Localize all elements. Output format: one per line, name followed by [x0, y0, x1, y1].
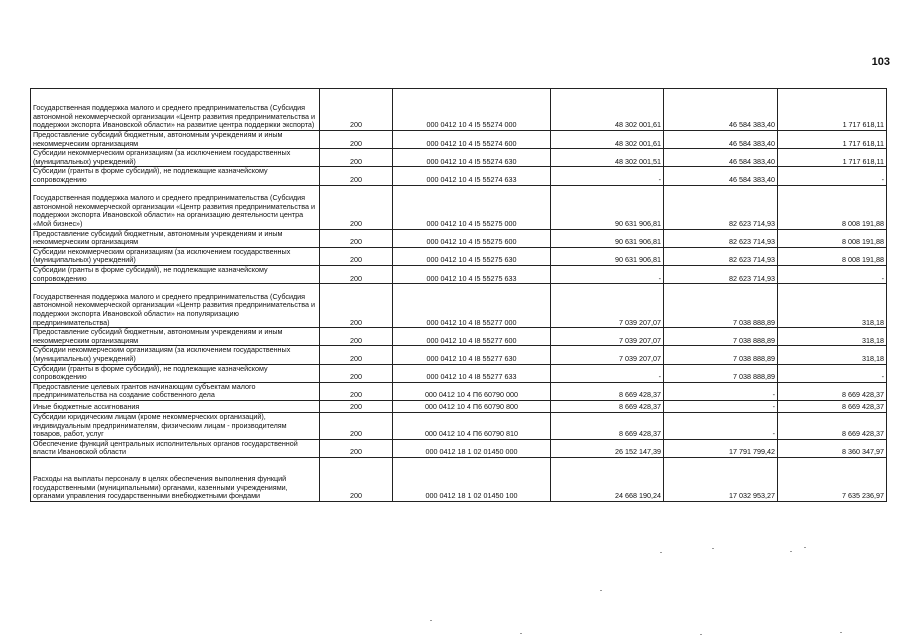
- row-unexecuted-amount: 1 717 618,11: [778, 89, 887, 131]
- row-name: Государственная поддержка малого и среднего предпринимательства (Субсидия автономной некоммерческой организации «Центр развития предпринимательства и поддержки экспорта Ивановской области» на организацию деятельности центра «Мой бизнес»): [31, 185, 320, 229]
- row-executed-amount: 82 623 714,93: [664, 265, 778, 283]
- row-code: 200: [320, 364, 393, 382]
- row-unexecuted-amount: 1 717 618,11: [778, 131, 887, 149]
- row-unexecuted-amount: 318,18: [778, 284, 887, 328]
- row-code: 200: [320, 382, 393, 400]
- row-approved-amount: 48 302 001,61: [551, 89, 664, 131]
- row-approved-amount: 8 669 428,37: [551, 382, 664, 400]
- row-unexecuted-amount: 7 635 236,97: [778, 458, 887, 502]
- row-executed-amount: 46 584 383,40: [664, 89, 778, 131]
- row-executed-amount: -: [664, 382, 778, 400]
- row-name: Субсидии (гранты в форме субсидий), не подлежащие казначейскому сопровождению: [31, 364, 320, 382]
- row-approved-amount: 8 669 428,37: [551, 412, 664, 439]
- row-unexecuted-amount: 8 669 428,37: [778, 382, 887, 400]
- row-approved-amount: 7 039 207,07: [551, 328, 664, 346]
- row-unexecuted-amount: 8 008 191,88: [778, 185, 887, 229]
- row-csr-code: 000 0412 10 4 I8 55277 000: [393, 284, 551, 328]
- row-code: 200: [320, 458, 393, 502]
- row-unexecuted-amount: 8 669 428,37: [778, 412, 887, 439]
- row-csr-code: 000 0412 10 4 I8 55277 630: [393, 346, 551, 364]
- table-row: [31, 458, 887, 502]
- table-row: [31, 265, 887, 283]
- table-row: [31, 382, 887, 400]
- row-approved-amount: 7 039 207,07: [551, 346, 664, 364]
- table-row: [31, 167, 887, 185]
- row-unexecuted-amount: -: [778, 364, 887, 382]
- row-executed-amount: 82 623 714,93: [664, 229, 778, 247]
- row-approved-amount: 26 152 147,39: [551, 439, 664, 457]
- row-csr-code: 000 0412 10 4 I5 55275 630: [393, 247, 551, 265]
- row-executed-amount: 17 791 799,42: [664, 439, 778, 457]
- row-csr-code: 000 0412 10 4 П6 60790 000: [393, 382, 551, 400]
- row-name: Государственная поддержка малого и среднего предпринимательства (Субсидия автономной некоммерческой организации «Центр развития предпринимательства и поддержки экспорта Ивановской области» на развитие центра поддержки экспорта): [31, 89, 320, 131]
- row-executed-amount: 46 584 383,40: [664, 131, 778, 149]
- row-name: Субсидии некоммерческим организациям (за исключением государственных (муниципальных) учреждений): [31, 247, 320, 265]
- table-row: [31, 131, 887, 149]
- row-code: 200: [320, 131, 393, 149]
- table-row: [31, 284, 887, 328]
- row-code: 200: [320, 185, 393, 229]
- page-number: 103: [871, 56, 890, 68]
- table-row: [31, 247, 887, 265]
- row-name: Субсидии некоммерческим организациям (за исключением государственных (муниципальных) учреждений): [31, 346, 320, 364]
- row-executed-amount: 17 032 953,27: [664, 458, 778, 502]
- row-csr-code: 000 0412 10 4 I5 55275 000: [393, 185, 551, 229]
- row-name: Иные бюджетные ассигнования: [31, 400, 320, 412]
- row-name: Обеспечение функций центральных исполнительных органов государственной власти Ивановской области: [31, 439, 320, 457]
- row-csr-code: 000 0412 10 4 I5 55274 600: [393, 131, 551, 149]
- table-row: [31, 185, 887, 229]
- row-approved-amount: 90 631 906,81: [551, 185, 664, 229]
- row-code: 200: [320, 400, 393, 412]
- row-csr-code: 000 0412 18 1 02 01450 100: [393, 458, 551, 502]
- budget-execution-table: [30, 88, 887, 502]
- row-executed-amount: 46 584 383,40: [664, 149, 778, 167]
- row-unexecuted-amount: 8 008 191,88: [778, 247, 887, 265]
- row-approved-amount: -: [551, 364, 664, 382]
- row-name: Предоставление целевых грантов начинающим субъектам малого предпринимательства на создание собственного дела: [31, 382, 320, 400]
- row-code: 200: [320, 229, 393, 247]
- row-unexecuted-amount: -: [778, 167, 887, 185]
- row-approved-amount: 24 668 190,24: [551, 458, 664, 502]
- row-approved-amount: 90 631 906,81: [551, 247, 664, 265]
- row-csr-code: 000 0412 10 4 I5 55275 633: [393, 265, 551, 283]
- table-row: [31, 400, 887, 412]
- row-name: Предоставление субсидий бюджетным, автономным учреждениям и иным некоммерческим организациям: [31, 131, 320, 149]
- row-csr-code: 000 0412 10 4 I5 55274 630: [393, 149, 551, 167]
- row-unexecuted-amount: 8 669 428,37: [778, 400, 887, 412]
- row-code: 200: [320, 89, 393, 131]
- row-code: 200: [320, 439, 393, 457]
- row-code: 200: [320, 412, 393, 439]
- row-unexecuted-amount: -: [778, 265, 887, 283]
- row-name: Субсидии юридическим лицам (кроме некоммерческих организаций), индивидуальным предпринимателям, физическим лицам - производителям товаров, работ, услуг: [31, 412, 320, 439]
- row-csr-code: 000 0412 18 1 02 01450 000: [393, 439, 551, 457]
- row-code: 200: [320, 247, 393, 265]
- row-csr-code: 000 0412 10 4 П6 60790 810: [393, 412, 551, 439]
- row-executed-amount: -: [664, 412, 778, 439]
- row-executed-amount: 7 038 888,89: [664, 284, 778, 328]
- row-executed-amount: 46 584 383,40: [664, 167, 778, 185]
- row-approved-amount: -: [551, 265, 664, 283]
- row-name: Субсидии (гранты в форме субсидий), не подлежащие казначейскому сопровождению: [31, 265, 320, 283]
- row-csr-code: 000 0412 10 4 П6 60790 800: [393, 400, 551, 412]
- row-approved-amount: -: [551, 167, 664, 185]
- row-csr-code: 000 0412 10 4 I8 55277 600: [393, 328, 551, 346]
- row-approved-amount: 48 302 001,61: [551, 131, 664, 149]
- row-code: 200: [320, 167, 393, 185]
- row-code: 200: [320, 328, 393, 346]
- row-csr-code: 000 0412 10 4 I8 55277 633: [393, 364, 551, 382]
- table-row: [31, 89, 887, 131]
- row-executed-amount: 7 038 888,89: [664, 328, 778, 346]
- row-code: 200: [320, 284, 393, 328]
- table-row: [31, 412, 887, 439]
- row-executed-amount: 82 623 714,93: [664, 247, 778, 265]
- row-approved-amount: 48 302 001,51: [551, 149, 664, 167]
- table-row: [31, 346, 887, 364]
- row-code: 200: [320, 346, 393, 364]
- row-code: 200: [320, 149, 393, 167]
- row-executed-amount: 82 623 714,93: [664, 185, 778, 229]
- row-unexecuted-amount: 318,18: [778, 328, 887, 346]
- table-row: [31, 149, 887, 167]
- row-name: Предоставление субсидий бюджетным, автономным учреждениям и иным некоммерческим организациям: [31, 328, 320, 346]
- table-row: [31, 229, 887, 247]
- row-csr-code: 000 0412 10 4 I5 55275 600: [393, 229, 551, 247]
- row-approved-amount: 8 669 428,37: [551, 400, 664, 412]
- row-name: Государственная поддержка малого и среднего предпринимательства (Субсидия автономной некоммерческой организации «Центр развития предпринимательства и поддержки экспорта Ивановской области» на популяризацию предпринимательства): [31, 284, 320, 328]
- row-unexecuted-amount: 318,18: [778, 346, 887, 364]
- table-row: [31, 439, 887, 457]
- row-name: Предоставление субсидий бюджетным, автономным учреждениям и иным некоммерческим организациям: [31, 229, 320, 247]
- row-executed-amount: -: [664, 400, 778, 412]
- row-name: Субсидии некоммерческим организациям (за исключением государственных (муниципальных) учреждений): [31, 149, 320, 167]
- row-code: 200: [320, 265, 393, 283]
- table-row: [31, 364, 887, 382]
- row-csr-code: 000 0412 10 4 I5 55274 000: [393, 89, 551, 131]
- row-executed-amount: 7 038 888,89: [664, 346, 778, 364]
- row-approved-amount: 7 039 207,07: [551, 284, 664, 328]
- row-name: Расходы на выплаты персоналу в целях обеспечения выполнения функций государственными (муниципальными) органами, казенными учреждениями, органами управления государственными внебюджетными фондами: [31, 458, 320, 502]
- row-name: Субсидии (гранты в форме субсидий), не подлежащие казначейскому сопровождению: [31, 167, 320, 185]
- row-csr-code: 000 0412 10 4 I5 55274 633: [393, 167, 551, 185]
- row-approved-amount: 90 631 906,81: [551, 229, 664, 247]
- row-unexecuted-amount: 8 360 347,97: [778, 439, 887, 457]
- row-executed-amount: 7 038 888,89: [664, 364, 778, 382]
- row-unexecuted-amount: 8 008 191,88: [778, 229, 887, 247]
- row-unexecuted-amount: 1 717 618,11: [778, 149, 887, 167]
- table-row: [31, 328, 887, 346]
